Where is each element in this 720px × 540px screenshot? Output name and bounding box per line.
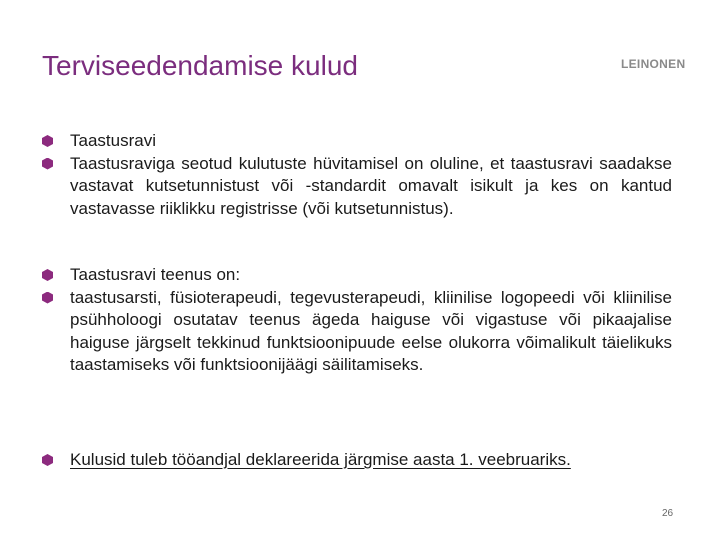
hexagon-bullet-icon <box>42 292 53 304</box>
bullet-text: Taastusraviga seotud kulutuste hüvitamisel on oluline, et taastusravi saadakse vastavat kutsetunnistust või -standardit omavalt isikult ja kes on kantud vastavasse riiklikku registrisse (või kutsetunnistus). <box>70 153 672 218</box>
bullet-item <box>42 130 672 153</box>
bullet-group-rehabilitation <box>42 130 672 220</box>
bullet-group-deadline <box>42 449 672 472</box>
bullet-item <box>42 153 672 221</box>
hexagon-bullet-icon <box>42 269 53 281</box>
bullet-item <box>42 449 672 472</box>
company-logo: LEINONEN <box>621 57 686 71</box>
hexagon-bullet-icon <box>42 135 53 147</box>
bullet-text: Taastusravi teenus on: <box>70 265 241 284</box>
bullet-item <box>42 264 672 287</box>
hexagon-bullet-icon <box>42 158 53 170</box>
hexagon-bullet-icon <box>42 454 53 466</box>
bullet-text: taastusarsti, füsioterapeudi, tegevusterapeudi, kliinilise logopeedi või kliinilise psühholoogi osutatav teenus ägeda haiguse või vigastuse või pikaajalise haiguse järgselt tekkinud funktsioonipuude eelse olukorra võimalikult täielikuks taastamiseks või funktsioonijäägi säilitamiseks. <box>70 287 672 374</box>
bullet-item <box>42 287 672 377</box>
bullet-text: Kulusid tuleb tööandjal deklareerida järgmise aasta 1. veebruariks. <box>70 450 571 469</box>
page-number: 26 <box>662 508 674 519</box>
bullet-group-service <box>42 264 672 377</box>
bullet-text: Taastusravi <box>70 131 156 150</box>
slide-title: Terviseedendamise kulud <box>42 50 358 81</box>
